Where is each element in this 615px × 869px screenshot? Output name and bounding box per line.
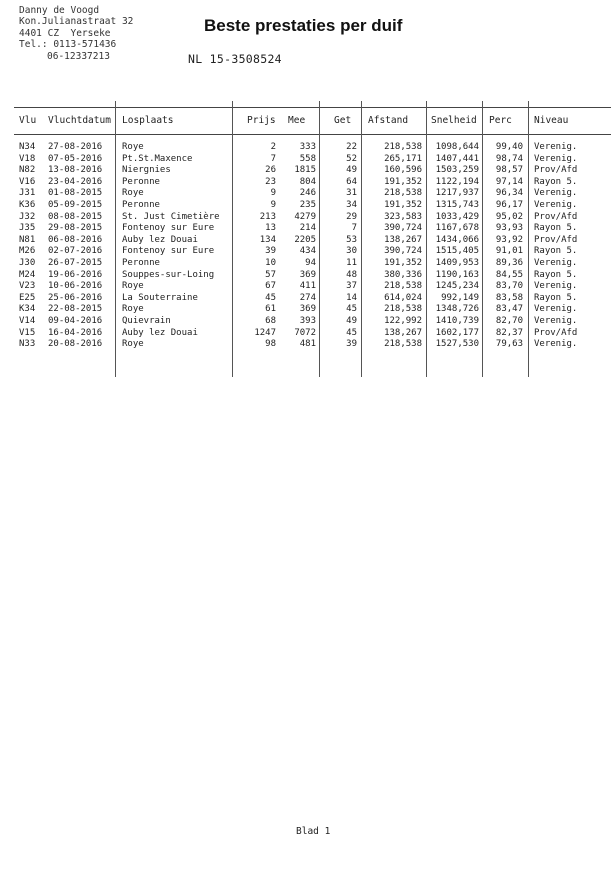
cell-perc: 96,17	[495, 200, 523, 210]
cell-perc: 79,63	[495, 339, 523, 350]
cell-prijs: 23	[265, 176, 276, 187]
cell-mee: 2205	[294, 234, 316, 245]
cell-vlu: J30	[19, 258, 36, 268]
cell-afstand: 218,538	[384, 281, 422, 292]
cell-date: 27-08-2016	[48, 142, 103, 152]
cell-place: Niergnies	[122, 165, 171, 176]
cell-niveau: Verenig.	[534, 188, 578, 199]
cell-prijs: 61	[265, 304, 276, 315]
cell-place: Souppes-sur-Loing	[122, 269, 215, 280]
owner-address	[19, 5, 133, 62]
cell-date: 06-08-2016	[48, 234, 103, 245]
cell-get: 48	[346, 269, 357, 280]
cell-get: 29	[346, 211, 357, 222]
cell-mee: 94	[305, 258, 316, 268]
cell-snelheid: 1410,739	[435, 316, 479, 326]
cell-date: 10-06-2016	[48, 281, 103, 292]
cell-perc: 83,58	[495, 292, 523, 303]
cell-vlu: E25	[19, 292, 36, 303]
cell-niveau: Rayon 5.	[534, 292, 578, 303]
cell-place: Peronne	[122, 176, 160, 187]
cell-mee: 235	[299, 200, 316, 210]
cell-date: 29-08-2015	[48, 223, 103, 234]
cell-mee: 274	[299, 292, 316, 303]
cell-afstand: 122,992	[384, 316, 422, 326]
col-header-snelheid: Snelheid	[431, 115, 477, 126]
cell-vlu: M24	[19, 269, 36, 280]
col-header-afstand: Afstand	[368, 115, 409, 126]
cell-niveau: Verenig.	[534, 316, 578, 326]
cell-vlu: K36	[19, 200, 36, 210]
cell-get: 49	[346, 165, 357, 176]
cell-prijs: 2	[270, 142, 276, 152]
table-row	[0, 338, 615, 351]
cell-niveau: Prov/Afd	[534, 165, 578, 176]
cell-niveau: Verenig.	[534, 281, 578, 292]
cell-get: 31	[346, 188, 357, 199]
cell-vlu: J31	[19, 188, 36, 199]
cell-prijs: 9	[270, 188, 276, 199]
cell-niveau: Rayon 5.	[534, 269, 578, 280]
cell-vlu: J32	[19, 211, 36, 222]
cell-afstand: 614,024	[384, 292, 422, 303]
cell-snelheid: 1190,163	[435, 269, 479, 280]
owner-name: Danny de Voogd	[19, 5, 100, 16]
cell-snelheid: 1167,678	[435, 223, 479, 234]
cell-mee: 1815	[294, 165, 316, 176]
cell-place: Quievrain	[122, 316, 171, 326]
cell-perc: 95,02	[495, 211, 523, 222]
cell-snelheid: 1409,953	[435, 258, 479, 268]
cell-niveau: Rayon 5.	[534, 176, 578, 187]
cell-snelheid: 1515,405	[435, 246, 479, 257]
cell-snelheid: 1098,644	[435, 142, 479, 152]
cell-get: 53	[346, 234, 357, 245]
cell-afstand: 218,538	[384, 142, 422, 152]
cell-mee: 246	[299, 188, 316, 199]
report-title: Beste prestaties per duif	[204, 16, 403, 35]
col-header-vluchtdatum: Vluchtdatum	[48, 115, 111, 126]
cell-vlu: N34	[19, 142, 36, 152]
cell-snelheid: 1315,743	[435, 200, 479, 210]
cell-get: 14	[346, 292, 357, 303]
cell-get: 45	[346, 304, 357, 315]
cell-afstand: 138,267	[384, 327, 422, 338]
cell-prijs: 67	[265, 281, 276, 292]
cell-prijs: 1247	[254, 327, 276, 338]
cell-mee: 4279	[294, 211, 316, 222]
cell-date: 01-08-2015	[48, 188, 103, 199]
cell-afstand: 138,267	[384, 234, 422, 245]
header-bottom-rule	[14, 134, 611, 135]
cell-place: Roye	[122, 339, 144, 350]
cell-perc: 98,57	[495, 165, 523, 176]
cell-snelheid: 1122,194	[435, 176, 479, 187]
cell-prijs: 57	[265, 269, 276, 280]
cell-vlu: V15	[19, 327, 36, 338]
cell-mee: 804	[299, 176, 316, 187]
cell-snelheid: 1527,530	[435, 339, 479, 350]
cell-vlu: N81	[19, 234, 36, 245]
cell-prijs: 10	[265, 258, 276, 268]
cell-date: 05-09-2015	[48, 200, 103, 210]
owner-city: 4401 CZ Yerseke	[19, 27, 111, 39]
owner-street: Kon.Julianastraat 32	[19, 16, 134, 28]
cell-afstand: 390,724	[384, 246, 422, 257]
cell-get: 30	[346, 246, 357, 257]
owner-mobile: 06-12337213	[47, 50, 110, 62]
cell-place: Auby lez Douai	[122, 327, 198, 338]
cell-niveau: Verenig.	[534, 153, 578, 164]
col-header-perc: Perc	[489, 115, 512, 126]
cell-mee: 558	[299, 153, 316, 164]
cell-get: 37	[346, 281, 357, 292]
cell-date: 20-08-2016	[48, 339, 103, 350]
cell-date: 19-06-2016	[48, 269, 103, 280]
cell-place: La Souterraine	[122, 292, 198, 303]
cell-mee: 393	[299, 316, 316, 326]
cell-place: Peronne	[122, 200, 160, 210]
cell-perc: 83,70	[495, 281, 523, 292]
cell-perc: 93,92	[495, 234, 523, 245]
cell-afstand: 390,724	[384, 223, 422, 234]
cell-mee: 369	[299, 304, 316, 315]
cell-perc: 93,93	[495, 223, 523, 234]
cell-vlu: N82	[19, 165, 36, 176]
cell-afstand: 160,596	[384, 165, 422, 176]
cell-snelheid: 1033,429	[435, 211, 479, 222]
cell-vlu: J35	[19, 223, 36, 234]
cell-niveau: Verenig.	[534, 200, 578, 210]
cell-perc: 89,36	[495, 258, 523, 268]
cell-vlu: N33	[19, 339, 36, 350]
cell-snelheid: 992,149	[441, 292, 479, 303]
cell-perc: 98,74	[495, 153, 523, 164]
cell-vlu: V18	[19, 153, 36, 164]
cell-prijs: 13	[265, 223, 276, 234]
cell-perc: 82,70	[495, 316, 523, 326]
cell-vlu: M26	[19, 246, 36, 257]
cell-date: 09-04-2016	[48, 316, 103, 326]
cell-place: Roye	[122, 281, 144, 292]
cell-get: 49	[346, 316, 357, 326]
cell-mee: 7072	[294, 327, 316, 338]
cell-place: Fontenoy sur Eure	[122, 223, 215, 234]
col-header-mee: Mee	[288, 115, 306, 126]
cell-vlu: V23	[19, 281, 36, 292]
cell-vlu: V14	[19, 316, 36, 326]
cell-niveau: Prov/Afd	[534, 211, 578, 222]
cell-get: 39	[346, 339, 357, 350]
cell-mee: 411	[299, 281, 316, 292]
cell-prijs: 7	[270, 153, 276, 164]
cell-get: 11	[346, 258, 357, 268]
header-top-rule	[14, 107, 611, 108]
cell-afstand: 218,538	[384, 304, 422, 315]
cell-get: 34	[346, 200, 357, 210]
cell-afstand: 191,352	[384, 258, 422, 268]
cell-date: 26-07-2015	[48, 258, 103, 268]
cell-niveau: Verenig.	[534, 339, 578, 350]
cell-niveau: Rayon 5.	[534, 246, 578, 257]
cell-prijs: 26	[265, 165, 276, 176]
cell-mee: 214	[299, 223, 316, 234]
cell-place: Roye	[122, 304, 144, 315]
cell-perc: 97,14	[495, 176, 523, 187]
cell-niveau: Prov/Afd	[534, 234, 578, 245]
cell-snelheid: 1602,177	[435, 327, 479, 338]
cell-prijs: 134	[259, 234, 276, 245]
col-header-losplaats: Losplaats	[122, 115, 174, 126]
cell-niveau: Rayon 5.	[534, 223, 578, 234]
cell-prijs: 9	[270, 200, 276, 210]
cell-mee: 369	[299, 269, 316, 280]
cell-perc: 96,34	[495, 188, 523, 199]
cell-niveau: Verenig.	[534, 258, 578, 268]
cell-afstand: 265,171	[384, 153, 422, 164]
col-header-vlu: Vlu	[19, 115, 37, 126]
cell-date: 16-04-2016	[48, 327, 103, 338]
col-header-get: Get	[334, 115, 352, 126]
cell-afstand: 218,538	[384, 188, 422, 199]
cell-place: St. Just Cimetière	[122, 211, 220, 222]
cell-get: 64	[346, 176, 357, 187]
cell-niveau: Verenig.	[534, 142, 578, 152]
cell-perc: 84,55	[495, 269, 523, 280]
cell-mee: 481	[299, 339, 316, 350]
cell-snelheid: 1434,066	[435, 234, 479, 245]
cell-place: Roye	[122, 142, 144, 152]
cell-snelheid: 1348,726	[435, 304, 479, 315]
page-number: Blad 1	[296, 826, 331, 837]
cell-prijs: 68	[265, 316, 276, 326]
cell-mee: 333	[299, 142, 316, 152]
cell-prijs: 39	[265, 246, 276, 257]
cell-place: Peronne	[122, 258, 160, 268]
cell-date: 02-07-2016	[48, 246, 103, 257]
cell-snelheid: 1407,441	[435, 153, 479, 164]
cell-date: 25-06-2016	[48, 292, 103, 303]
cell-place: Roye	[122, 188, 144, 199]
cell-afstand: 218,538	[384, 339, 422, 350]
cell-perc: 82,37	[495, 327, 523, 338]
cell-get: 52	[346, 153, 357, 164]
cell-vlu: V16	[19, 176, 36, 187]
cell-niveau: Prov/Afd	[534, 327, 578, 338]
cell-date: 08-08-2015	[48, 211, 103, 222]
cell-perc: 83,47	[495, 304, 523, 315]
cell-perc: 91,01	[495, 246, 523, 257]
ring-number: NL 15-3508524	[188, 52, 282, 66]
cell-date: 22-08-2015	[48, 304, 103, 315]
cell-get: 45	[346, 327, 357, 338]
cell-vlu: K34	[19, 304, 36, 315]
cell-get: 7	[351, 223, 357, 234]
cell-place: Fontenoy sur Eure	[122, 246, 215, 257]
cell-place: Auby lez Douai	[122, 234, 198, 245]
cell-place: Pt.St.Maxence	[122, 153, 193, 164]
cell-afstand: 380,336	[384, 269, 422, 280]
col-header-niveau: Niveau	[534, 115, 569, 126]
cell-mee: 434	[299, 246, 316, 257]
cell-niveau: Verenig.	[534, 304, 578, 315]
cell-date: 13-08-2016	[48, 165, 103, 176]
owner-phone: Tel.: 0113-571436	[19, 39, 117, 51]
cell-perc: 99,40	[495, 142, 523, 152]
cell-afstand: 191,352	[384, 200, 422, 210]
cell-prijs: 98	[265, 339, 276, 350]
cell-date: 23-04-2016	[48, 176, 103, 187]
cell-prijs: 45	[265, 292, 276, 303]
cell-snelheid: 1503,259	[435, 165, 479, 176]
cell-prijs: 213	[259, 211, 276, 222]
col-header-prijs: Prijs	[247, 115, 276, 126]
cell-snelheid: 1245,234	[435, 281, 479, 292]
cell-snelheid: 1217,937	[435, 188, 479, 199]
cell-afstand: 323,583	[384, 211, 422, 222]
cell-afstand: 191,352	[384, 176, 422, 187]
cell-date: 07-05-2016	[48, 153, 103, 164]
cell-get: 22	[346, 142, 357, 152]
